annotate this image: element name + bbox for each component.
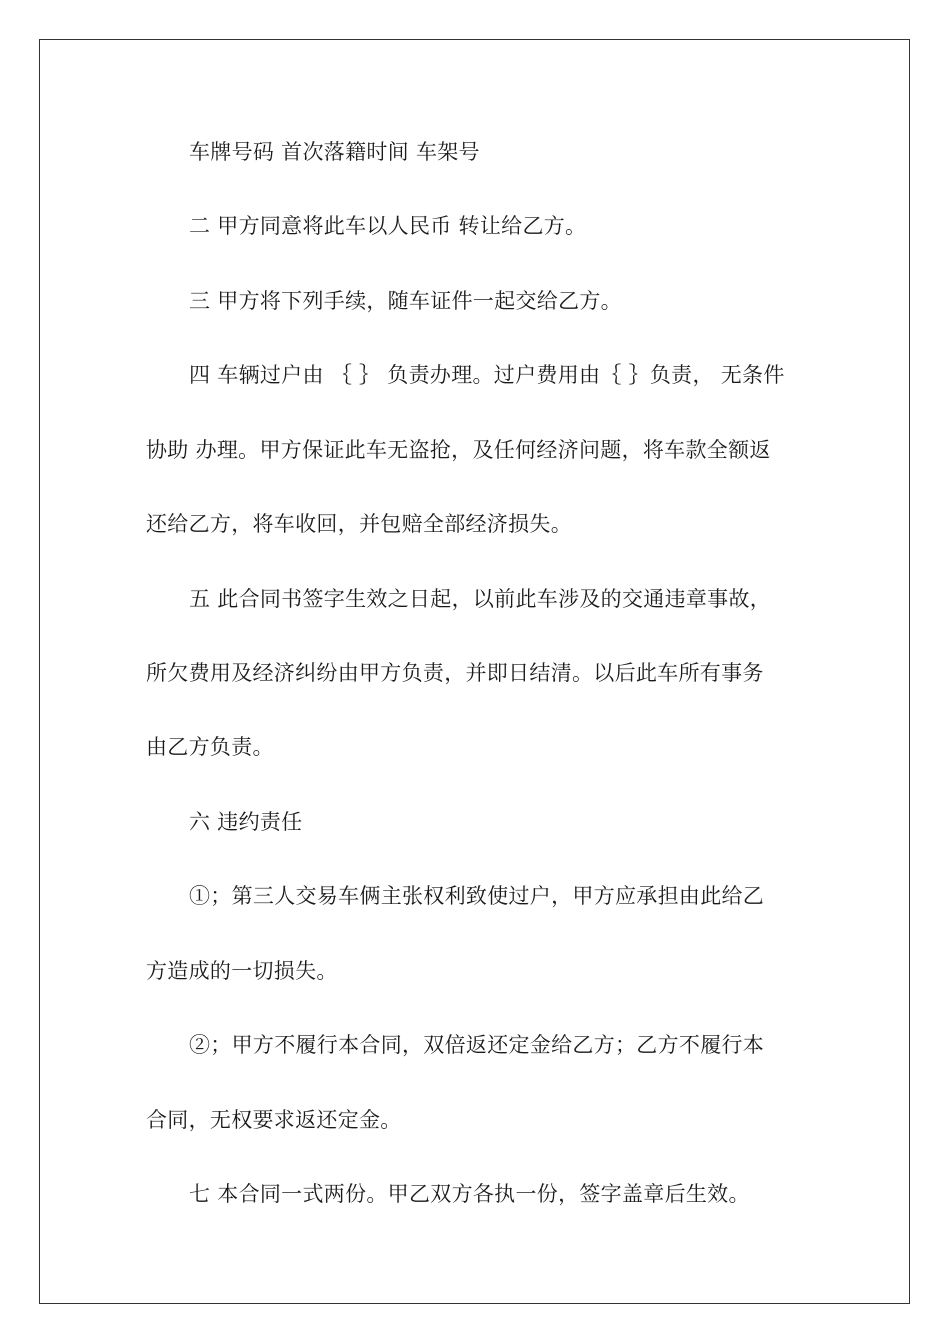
text-line-clause-6-item-2-cont: 合同，无权要求返还定金。 (146, 1108, 402, 1132)
text-line-clause-7: 七 本合同一式两份。甲乙双方各执一份，签字盖章后生效。 (189, 1182, 750, 1206)
text-line-clause-3: 三 甲方将下列手续，随车证件一起交给乙方。 (189, 289, 622, 313)
text-line-clause-6-item-2: ②；甲方不履行本合同，双倍返还定金给乙方；乙方不履行本 (189, 1033, 765, 1057)
text-line-clause-6-item-1-cont: 方造成的一切损失。 (146, 959, 338, 983)
text-line-clause-4-cont-2: 还给乙方，将车收回，并包赔全部经济损失。 (146, 512, 572, 536)
text-line-clause-6-heading: 六 违约责任 (189, 810, 303, 834)
text-line-plate-info: 车牌号码 首次落籍时间 车架号 (189, 140, 480, 164)
text-line-clause-6-item-1: ①；第三人交易车俩主张权利致使过户，甲方应承担由此给乙 (189, 884, 765, 908)
text-line-clause-4: 四 车辆过户由 ｛ ｝ 负责办理。过户费用由｛ ｝负责， 无条件 (189, 363, 785, 387)
text-line-clause-5-cont-1: 所欠费用及经济纠纷由甲方负责，并即日结清。以后此车所有事务 (146, 661, 764, 685)
text-line-clause-5: 五 此合同书签字生效之日起，以前此车涉及的交通违章事故， (189, 587, 772, 611)
text-line-clause-4-cont-1: 协助 办理。甲方保证此车无盗抢，及任何经济问题，将车款全额返 (146, 438, 771, 462)
text-line-clause-5-cont-2: 由乙方负责。 (146, 735, 274, 759)
text-line-clause-2: 二 甲方同意将此车以人民币 转让给乙方。 (189, 214, 587, 238)
